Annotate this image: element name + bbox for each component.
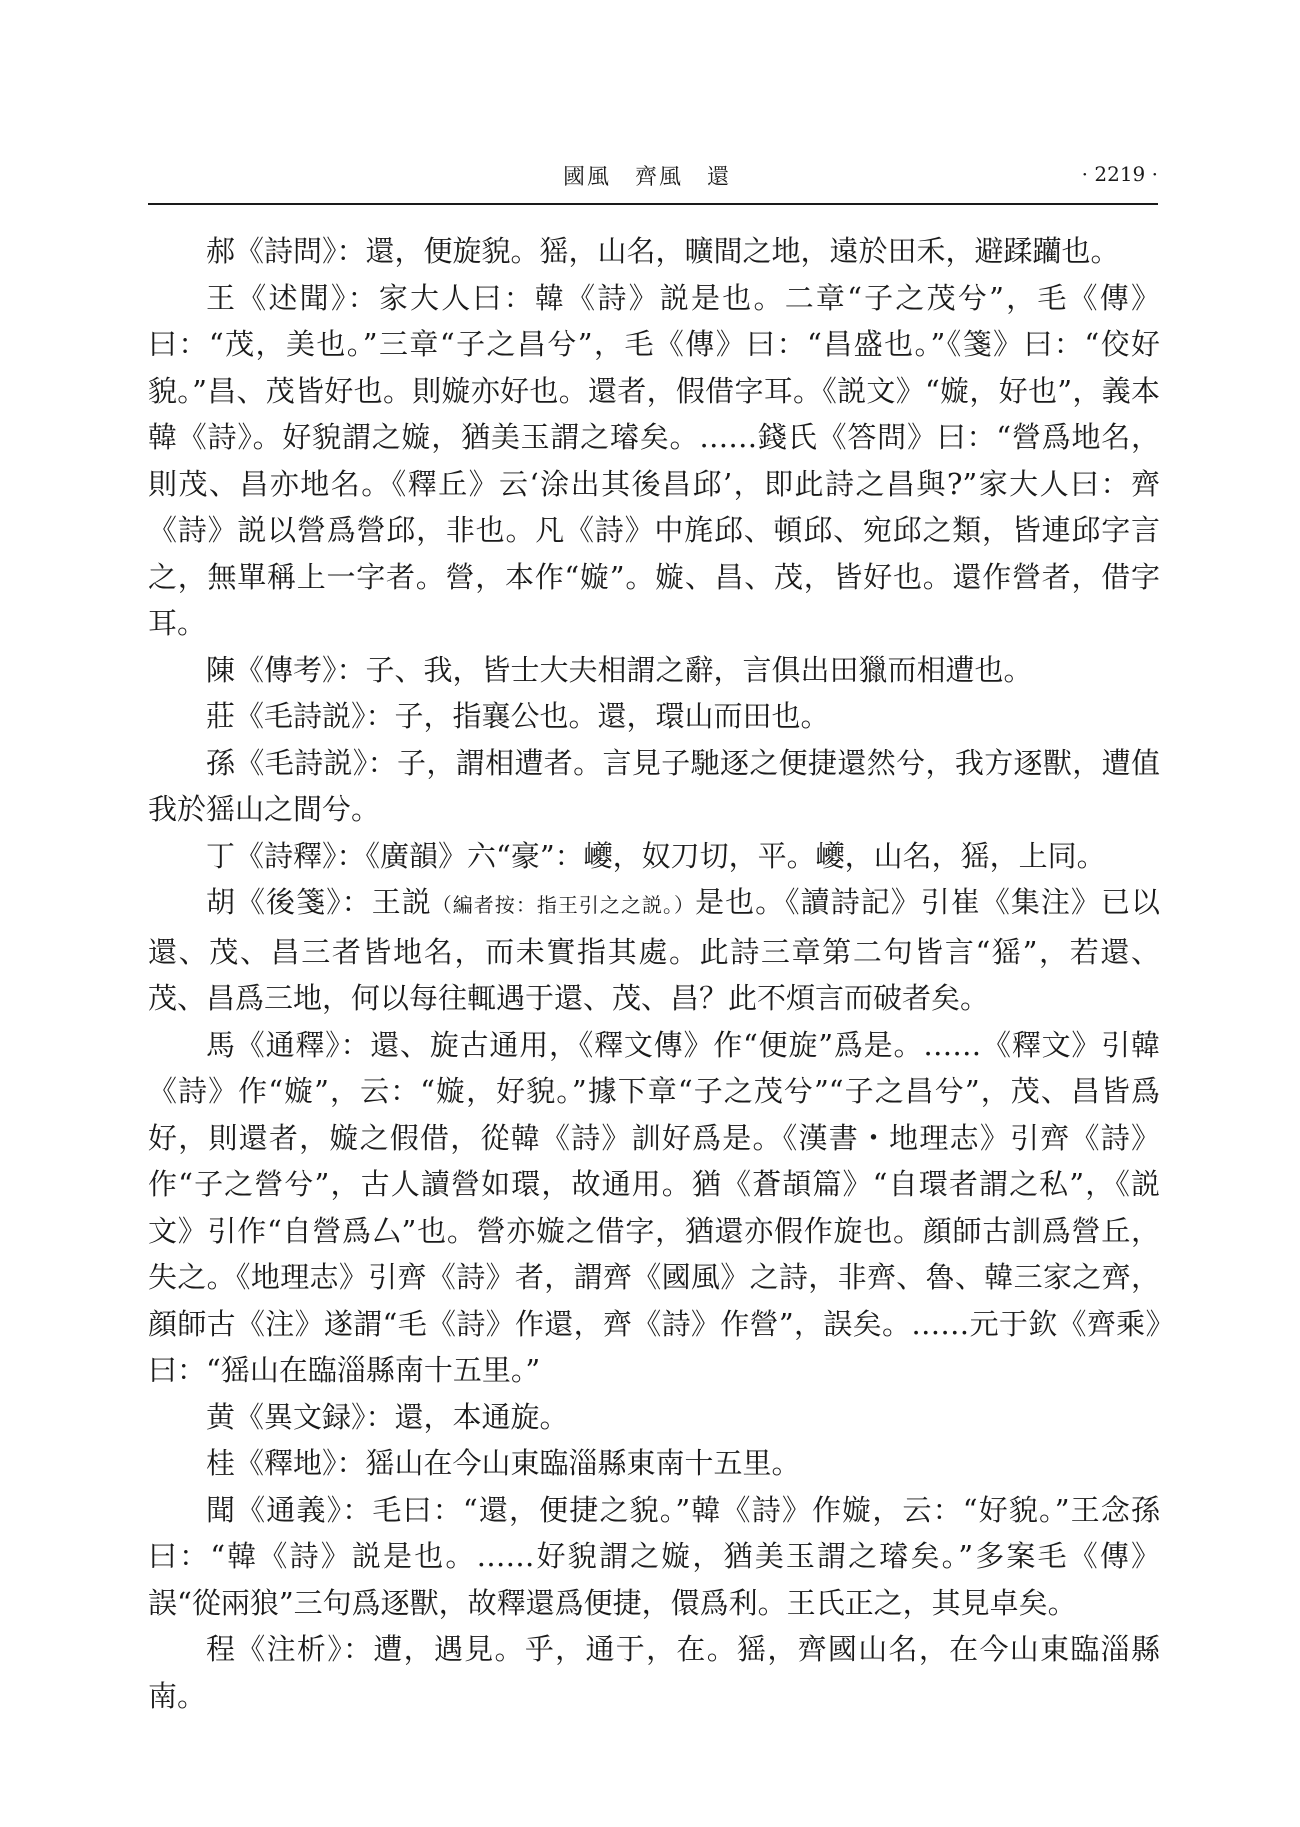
running-head: 國風 齊風 還 bbox=[563, 165, 732, 190]
editor-note: （編者按：指王引之之説。） bbox=[431, 893, 696, 917]
header-rule bbox=[148, 203, 1158, 205]
paragraph-text: 是也。《讀詩記》引崔《集注》已以還、茂、昌三者皆地名，而未實指其處。此詩三章第二句皆言“猺”，若還、茂、昌爲三地，何以每往輒遇于還、茂、昌？此不煩言而破者矣。 bbox=[148, 885, 1160, 1015]
commentary-body bbox=[148, 228, 1160, 1719]
commentary-paragraph: 陳《傳考》：子、我，皆士大夫相謂之辭，言俱出田獵而相遭也。 bbox=[206, 652, 1033, 687]
commentary-paragraph: 郝《詩問》：還，便旋貌。猺，山名，曠間之地，遠於田禾，避蹂躪也。 bbox=[206, 234, 1120, 268]
commentary-paragraph: 丁《詩釋》：《廣韻》六“豪”：巙，奴刀切，平。巙，山名，猺，上同。 bbox=[206, 838, 1106, 873]
paragraph-text: 胡《後箋》：王説 bbox=[206, 885, 432, 919]
commentary-paragraph: 王《述聞》：家大人曰：韓《詩》説是也。二章“子之茂兮”，毛《傳》曰：“茂，美也。”三章“子之昌兮”，毛《傳》曰：“昌盛也。”《箋》曰：“佼好貌。”昌、茂皆好也。則嫙亦好也。還者，假借字耳。《説文》“嫙，好也”，義本韓《詩》。好貌謂之嫙，猶美玉謂之璿矣。……錢氏《答問》曰：“營爲地名，則茂、昌亦地名。《釋丘》云‘涂出其後昌邱’，即此詩之昌與?”家大人曰：齊《詩》説以營爲營邱，非也。凡《詩》中旄邱、頓邱、宛邱之類，皆連邱字言之，無單稱上一字者。營，本作“嫙”。嫙、昌、茂，皆好也。還作營者，借字耳。 bbox=[148, 280, 1160, 640]
commentary-paragraph: 程《注析》：遭，遇見。乎，通于，在。猺，齊國山名，在今山東臨淄縣南。 bbox=[148, 1632, 1160, 1713]
page-header bbox=[148, 160, 1158, 200]
commentary-paragraph: 黄《異文録》：還，本通旋。 bbox=[206, 1399, 569, 1434]
commentary-paragraph: 聞《通義》：毛曰：“還，便捷之貌。”韓《詩》作嫙，云：“好貌。”王念孫曰：“韓《詩》説是也。……好貌謂之嫙，猶美玉謂之璿矣。”多案毛《傳》誤“從兩狼”三句爲逐獸，故釋還爲便捷，儇爲利。王氏正之，其見卓矣。 bbox=[148, 1492, 1160, 1620]
commentary-paragraph: 馬《通釋》：還、旋古通用，《釋文傳》作“便旋”爲是。……《釋文》引韓《詩》作“嫙”，云：“嫙，好貌。”據下章“子之茂兮”“子之昌兮”，茂、昌皆爲好，則還者，嫙之假借，從韓《詩》訓好爲是。《漢書・地理志》引齊《詩》作“子之營兮”，古人讀營如環，故通用。猶《蒼頡篇》“自環者謂之私”，《説文》引作“自營爲厶”也。營亦嫙之借字，猶還亦假作旋也。顔師古訓爲營丘，失之。《地理志》引齊《詩》者，謂齊《國風》之詩，非齊、魯、韓三家之齊，顔師古《注》遂謂“毛《詩》作還，齊《詩》作營”，誤矣。……元于欽《齊乘》曰：“猺山在臨淄縣南十五里。” bbox=[148, 1027, 1160, 1387]
page-number: · 2219 · bbox=[1081, 162, 1158, 186]
commentary-paragraph: 孫《毛詩説》：子，謂相遭者。言見子馳逐之便捷還然兮，我方逐獸，遭值我於猺山之間兮。 bbox=[148, 745, 1160, 826]
commentary-paragraph: 桂《釋地》：猺山在今山東臨淄縣東南十五里。 bbox=[206, 1446, 801, 1480]
commentary-paragraph: 莊《毛詩説》：子，指襄公也。還，環山而田也。 bbox=[206, 699, 830, 733]
commentary-paragraph bbox=[148, 879, 1160, 1022]
